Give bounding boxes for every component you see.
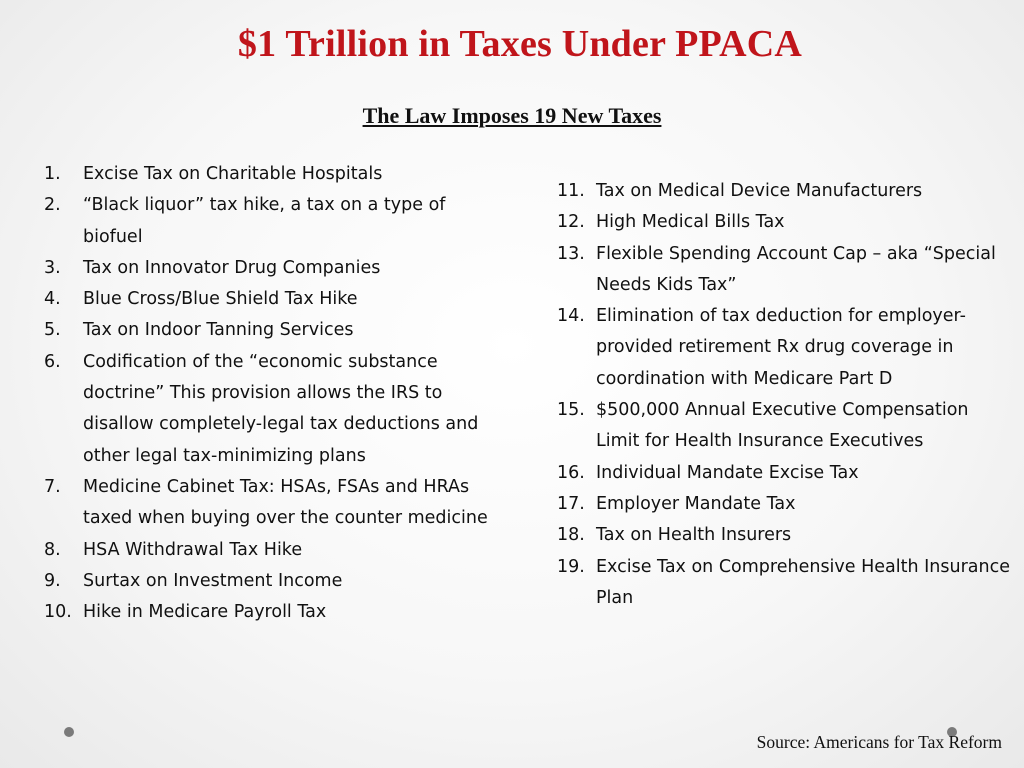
item-text: High Medical Bills Tax	[596, 212, 785, 233]
list-item	[44, 535, 504, 566]
list-item	[44, 190, 504, 253]
item-number: 12.	[557, 212, 585, 233]
item-number: 13.	[557, 243, 585, 264]
item-number: 11.	[557, 181, 585, 201]
item-number: 19.	[557, 556, 585, 577]
list-item	[557, 520, 1012, 551]
list-item	[557, 552, 1012, 615]
item-number: 2.	[44, 195, 61, 216]
item-number: 16.	[557, 462, 585, 483]
list-item	[557, 395, 1012, 458]
item-number: 14.	[557, 306, 585, 327]
list-item	[557, 207, 1012, 238]
list-item	[44, 253, 504, 284]
item-text: Excise Tax on Comprehensive Health Insurance Plan	[596, 556, 1010, 608]
item-number: 15.	[557, 400, 585, 421]
item-text: Medicine Cabinet Tax: HSAs, FSAs and HRAs taxed when buying over the counter medicine	[83, 476, 488, 529]
list-item	[557, 458, 1012, 489]
item-text: Hike in Medicare Payroll Tax	[83, 602, 327, 623]
item-text: Elimination of tax deduction for employer-provided retirement Rx drug coverage in coordination with Medicare Part D	[596, 306, 966, 389]
list-item	[557, 301, 1012, 395]
item-number: 9.	[44, 570, 61, 591]
item-number: 4.	[44, 289, 61, 310]
item-number: 6.	[44, 351, 61, 372]
item-number: 17.	[557, 493, 585, 514]
item-text: Tax on Medical Device Manufacturers	[596, 181, 923, 201]
item-text: Individual Mandate Excise Tax	[596, 462, 859, 483]
slide-title: $1 Trillion in Taxes Under PPACA	[237, 23, 803, 65]
item-text: Tax on Indoor Tanning Services	[83, 320, 354, 341]
item-text: Employer Mandate Tax	[596, 493, 796, 514]
list-item	[44, 347, 504, 472]
item-text: Tax on Innovator Drug Companies	[83, 257, 381, 278]
tax-list-right	[557, 176, 1012, 614]
item-text: Codification of the “economic substance doctrine” This provision allows the IRS to disallow completely-legal tax deductions and other legal tax-minimizing plans	[83, 351, 479, 466]
item-text: Surtax on Investment Income	[83, 570, 343, 591]
source-credit: Source: Americans for Tax Reform	[756, 732, 1002, 752]
list-item	[44, 597, 504, 628]
item-text: Excise Tax on Charitable Hospitals	[83, 164, 383, 184]
item-number: 1.	[44, 164, 61, 184]
slide-subtitle: The Law Imposes 19 New Taxes	[362, 103, 662, 128]
item-text: Flexible Spending Account Cap – aka “Special Needs Kids Tax”	[596, 243, 996, 295]
list-item	[557, 176, 1012, 207]
item-text: HSA Withdrawal Tax Hike	[83, 539, 303, 560]
list-item	[44, 284, 504, 315]
item-number: 18.	[557, 525, 585, 546]
item-number: 10.	[44, 602, 72, 623]
item-number: 5.	[44, 320, 61, 341]
list-item	[44, 315, 504, 346]
list-item	[44, 566, 504, 597]
item-text: Blue Cross/Blue Shield Tax Hike	[83, 289, 358, 310]
list-item	[44, 159, 504, 190]
item-number: 7.	[44, 476, 61, 497]
item-text: Tax on Health Insurers	[596, 525, 792, 546]
tax-list-left	[44, 159, 504, 628]
list-item	[44, 472, 504, 535]
list-item	[557, 239, 1012, 302]
item-text: “Black liquor” tax hike, a tax on a type of biofuel	[83, 195, 446, 247]
list-item	[557, 489, 1012, 520]
item-text: $500,000 Annual Executive Compensation Limit for Health Insurance Executives	[596, 400, 969, 452]
item-number: 8.	[44, 539, 61, 560]
item-number: 3.	[44, 257, 61, 278]
decorative-dot-left	[64, 727, 74, 737]
